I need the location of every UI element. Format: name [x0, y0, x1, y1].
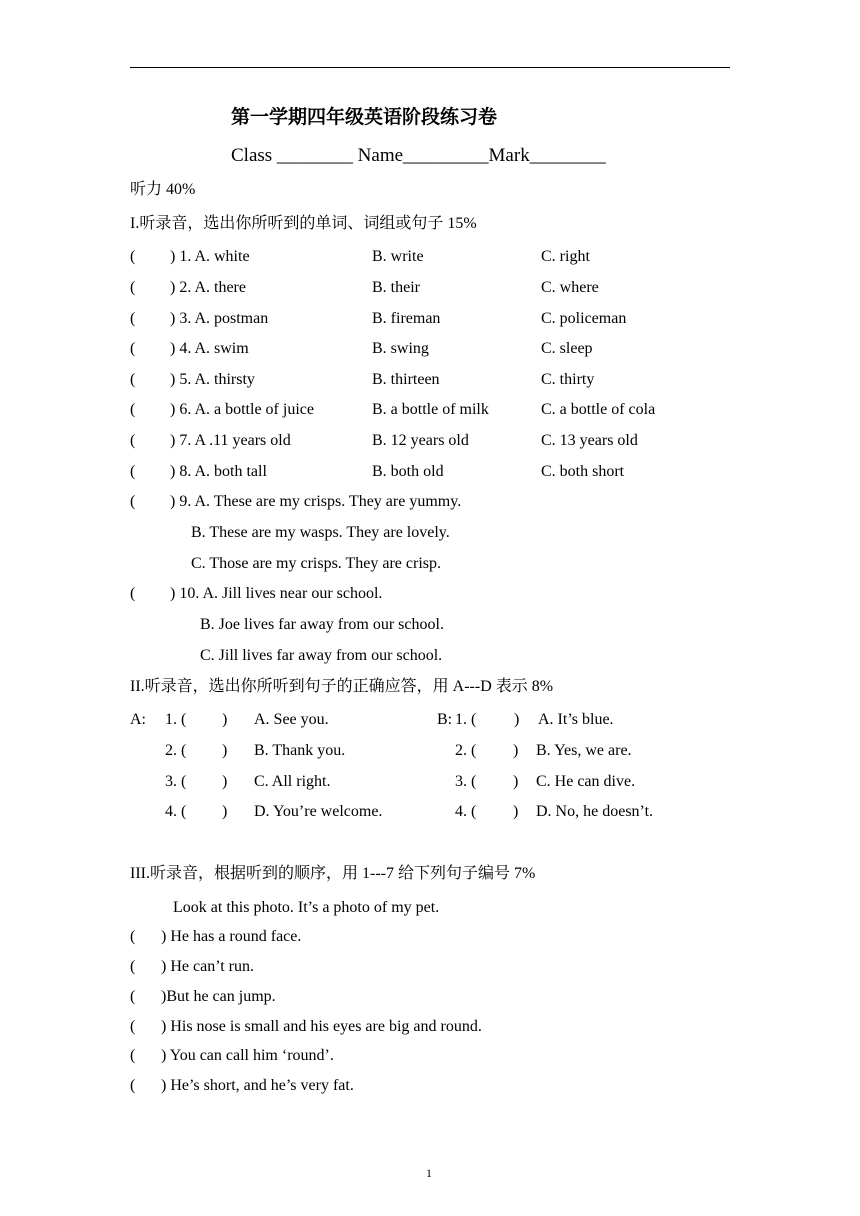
- a-close-paren: ): [222, 711, 228, 728]
- answer-paren: (: [130, 928, 136, 945]
- a-close-paren: ): [222, 742, 228, 759]
- option-b: B. thirteen: [372, 371, 440, 388]
- sentence-text: ) He’s short, and he’s very fat.: [161, 1077, 354, 1094]
- table-row: [0, 710, 860, 730]
- option-b: B. both old: [372, 463, 444, 480]
- section2-heading: II.听录音，选出你所听到句子的正确应答，用 A---D 表示 8%: [130, 678, 554, 695]
- list-item: [0, 1076, 860, 1096]
- list-item: [0, 278, 860, 298]
- question-option-a: ) 3. A. postman: [170, 310, 269, 327]
- sentence-text: )But he can jump.: [161, 988, 276, 1005]
- answer-paren: (: [130, 340, 136, 357]
- answer-paren: (: [130, 463, 136, 480]
- b-close-paren: ): [513, 742, 519, 759]
- a-close-paren: ): [222, 773, 228, 790]
- list-item: [0, 987, 860, 1007]
- option-c: C. policeman: [541, 310, 627, 327]
- list-item: [0, 339, 860, 359]
- b-option: A. It’s blue.: [538, 711, 614, 728]
- answer-paren: (: [130, 401, 136, 418]
- a-number: 2. (: [165, 742, 187, 759]
- class-name-mark-line: Class ________ Name_________Mark________: [231, 145, 606, 166]
- answer-paren: (: [130, 248, 136, 265]
- question-option-a: ) 6. A. a bottle of juice: [170, 401, 314, 418]
- option-c: C. both short: [541, 463, 625, 480]
- list-item: [0, 247, 860, 267]
- b-close-paren: ): [513, 773, 519, 790]
- question-option-a: ) 2. A. there: [170, 279, 246, 296]
- header-rule: [130, 67, 730, 68]
- table-row: [0, 741, 860, 761]
- answer-paren: (: [130, 371, 136, 388]
- option-c: C. Jill lives far away from our school.: [200, 647, 443, 664]
- question-option-a: ) 1. A. white: [170, 248, 250, 265]
- option-c: C. right: [541, 248, 590, 265]
- list-item: [0, 431, 860, 451]
- answer-paren: (: [130, 493, 136, 510]
- sentence-text: ) He has a round face.: [161, 928, 302, 945]
- answer-paren: (: [130, 1077, 136, 1094]
- b-number: 2. (: [455, 742, 477, 759]
- question-option-a: ) 8. A. both tall: [170, 463, 267, 480]
- option-c: C. sleep: [541, 340, 593, 357]
- section3-intro: Look at this photo. It’s a photo of my pet.: [173, 899, 440, 916]
- list-item: [0, 1046, 860, 1066]
- list-item: [0, 584, 860, 604]
- b-option: D. No, he doesn’t.: [536, 803, 654, 820]
- list-item: [0, 927, 860, 947]
- a-number: 4. (: [165, 803, 187, 820]
- question-option-a: ) 4. A. swim: [170, 340, 249, 357]
- list-item: [0, 370, 860, 390]
- group-b-label: B:: [437, 711, 453, 728]
- b-option: B. Yes, we are.: [536, 742, 632, 759]
- list-item: [0, 1017, 860, 1037]
- question-option-a: ) 5. A. thirsty: [170, 371, 255, 388]
- b-number: 4. (: [455, 803, 477, 820]
- answer-paren: (: [130, 1047, 136, 1064]
- list-item: [0, 492, 860, 512]
- option-b: B. Joe lives far away from our school.: [200, 616, 444, 633]
- option-c: C. Those are my crisps. They are crisp.: [191, 555, 442, 572]
- option-b: B. fireman: [372, 310, 441, 327]
- option-b: B. These are my wasps. They are lovely.: [191, 524, 450, 541]
- b-option: C. He can dive.: [536, 773, 636, 790]
- table-row: [0, 772, 860, 792]
- option-b: B. write: [372, 248, 424, 265]
- sentence-text: ) He can’t run.: [161, 958, 254, 975]
- option-b: B. a bottle of milk: [372, 401, 489, 418]
- page-number: 1: [426, 1166, 432, 1180]
- answer-paren: (: [130, 1018, 136, 1035]
- list-item: [0, 462, 860, 482]
- group-a-label: A:: [130, 711, 146, 728]
- option-c: C. a bottle of cola: [541, 401, 656, 418]
- option-c: C. thirty: [541, 371, 595, 388]
- page-title: 第一学期四年级英语阶段练习卷: [231, 107, 498, 128]
- list-item: [0, 957, 860, 977]
- option-b: B. 12 years old: [372, 432, 469, 449]
- listening-label: 听力 40%: [130, 181, 196, 198]
- section1-heading: I.听录音，选出你所听到的单词、词组或句子 15%: [130, 215, 477, 232]
- question-option-a: ) 9. A. These are my crisps. They are yummy.: [170, 493, 462, 510]
- answer-paren: (: [130, 988, 136, 1005]
- a-option: B. Thank you.: [254, 742, 346, 759]
- section3-heading: III.听录音，根据听到的顺序，用 1---7 给下列句子编号 7%: [130, 865, 536, 882]
- option-c: C. where: [541, 279, 599, 296]
- question-option-a: ) 7. A .11 years old: [170, 432, 291, 449]
- a-option: C. All right.: [254, 773, 331, 790]
- a-number: 3. (: [165, 773, 187, 790]
- answer-paren: (: [130, 585, 136, 602]
- answer-paren: (: [130, 310, 136, 327]
- b-number: 3. (: [455, 773, 477, 790]
- answer-paren: (: [130, 958, 136, 975]
- a-option: A. See you.: [254, 711, 329, 728]
- option-b: B. their: [372, 279, 420, 296]
- question-option-a: ) 10. A. Jill lives near our school.: [170, 585, 383, 602]
- a-close-paren: ): [222, 803, 228, 820]
- b-close-paren: ): [514, 711, 520, 728]
- option-c: C. 13 years old: [541, 432, 638, 449]
- list-item: [0, 400, 860, 420]
- a-option: D. You’re welcome.: [254, 803, 383, 820]
- table-row: [0, 802, 860, 822]
- list-item: [0, 309, 860, 329]
- option-b: B. swing: [372, 340, 429, 357]
- b-number: 1. (: [455, 711, 477, 728]
- answer-paren: (: [130, 279, 136, 296]
- answer-paren: (: [130, 432, 136, 449]
- a-number: 1. (: [165, 711, 187, 728]
- sentence-text: ) His nose is small and his eyes are big and round.: [161, 1018, 482, 1035]
- sentence-text: ) You can call him ‘round’.: [161, 1047, 334, 1064]
- b-close-paren: ): [513, 803, 519, 820]
